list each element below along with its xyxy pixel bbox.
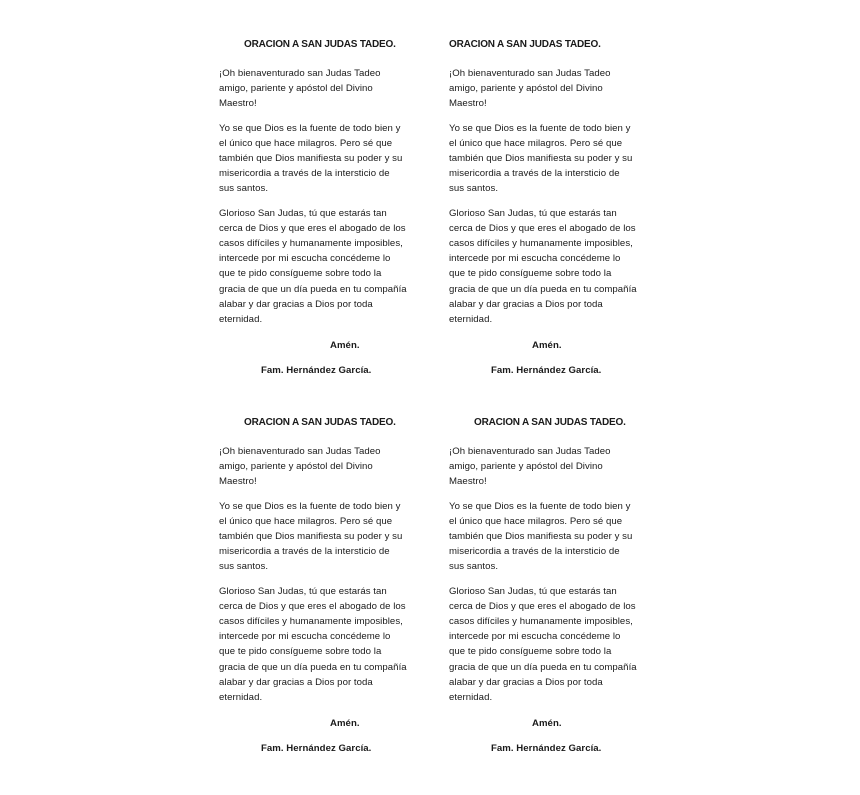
prayer-card [449, 415, 671, 756]
prayer-title: ORACION A SAN JUDAS TADEO. [449, 39, 601, 50]
prayer-line: también que Dios manifiesta su poder y su [219, 153, 403, 165]
prayer-line: gracia de que un día pueda en tu compañía [219, 283, 407, 295]
prayer-line: amigo, pariente y apóstol del Divino [219, 83, 373, 95]
prayer-line: cerca de Dios y que eres el abogado de los [449, 222, 636, 234]
prayer-paragraph [449, 499, 671, 575]
prayer-paragraph [449, 584, 671, 706]
prayer-line: alabar y dar gracias a Dios por toda [219, 298, 373, 310]
prayer-line: que te pido consígueme sobre todo la [219, 268, 382, 280]
prayer-line: misericordia a través de la intersticio de [449, 168, 620, 180]
prayer-line: Glorioso San Judas, tú que estarás tan [219, 585, 387, 597]
prayer-line: Glorioso San Judas, tú que estarás tan [449, 207, 617, 219]
family-signature: Fam. Hernández García. [261, 743, 372, 755]
prayer-line: amigo, pariente y apóstol del Divino [219, 461, 373, 473]
prayer-line: cerca de Dios y que eres el abogado de los [449, 600, 636, 612]
prayer-line: sus santos. [219, 183, 269, 195]
prayer-card [219, 37, 441, 378]
prayer-paragraph [449, 444, 671, 490]
prayer-line: el único que hace milagros. Pero sé que [219, 515, 393, 527]
family-signature: Fam. Hernández García. [491, 743, 602, 755]
prayer-line: Maestro! [219, 98, 257, 110]
amen-text: Amén. [330, 718, 360, 730]
prayer-line: eternidad. [449, 314, 493, 326]
prayer-line: Maestro! [449, 476, 487, 488]
prayer-line: el único que hace milagros. Pero sé que [449, 515, 623, 527]
prayer-line: casos difíciles y humanamente imposibles, [449, 616, 633, 628]
prayer-line: gracia de que un día pueda en tu compañía [219, 661, 407, 673]
family-signature: Fam. Hernández García. [491, 365, 602, 377]
family-signature: Fam. Hernández García. [261, 365, 372, 377]
prayer-title: ORACION A SAN JUDAS TADEO. [474, 417, 626, 428]
prayer-line: eternidad. [449, 692, 493, 704]
prayer-line: gracia de que un día pueda en tu compañía [449, 283, 637, 295]
prayer-line: intercede por mi escucha concédeme lo [449, 631, 621, 643]
prayer-paragraph [449, 66, 671, 112]
prayer-line: que te pido consígueme sobre todo la [449, 646, 612, 658]
prayer-paragraph [219, 121, 441, 197]
prayer-line: gracia de que un día pueda en tu compañía [449, 661, 637, 673]
prayer-line: intercede por mi escucha concédeme lo [219, 631, 391, 643]
prayer-paragraph [219, 444, 441, 490]
prayer-paragraph [219, 206, 441, 328]
prayer-line: alabar y dar gracias a Dios por toda [219, 676, 373, 688]
prayer-line: misericordia a través de la intersticio de [449, 546, 620, 558]
prayer-line: Maestro! [449, 98, 487, 110]
prayer-line: también que Dios manifiesta su poder y su [449, 531, 633, 543]
prayer-line: misericordia a través de la intersticio de [219, 546, 390, 558]
prayer-line: Glorioso San Judas, tú que estarás tan [219, 207, 387, 219]
prayer-line: sus santos. [449, 561, 499, 573]
prayer-line: ¡Oh bienaventurado san Judas Tadeo [219, 68, 381, 79]
prayer-line: también que Dios manifiesta su poder y su [219, 531, 403, 543]
prayer-paragraph [449, 206, 671, 328]
prayer-line: Yo se que Dios es la fuente de todo bien y [449, 122, 631, 134]
prayer-line: casos difíciles y humanamente imposibles, [449, 238, 633, 250]
prayer-line: ¡Oh bienaventurado san Judas Tadeo [449, 68, 611, 79]
prayer-line: Maestro! [219, 476, 257, 488]
prayer-line: ¡Oh bienaventurado san Judas Tadeo [219, 446, 381, 457]
amen-text: Amén. [532, 718, 562, 730]
prayer-title: ORACION A SAN JUDAS TADEO. [244, 417, 396, 428]
prayer-line: alabar y dar gracias a Dios por toda [449, 298, 603, 310]
prayer-line: casos difíciles y humanamente imposibles, [219, 616, 403, 628]
prayer-line: sus santos. [449, 183, 499, 195]
prayer-line: alabar y dar gracias a Dios por toda [449, 676, 603, 688]
prayer-line: sus santos. [219, 561, 269, 573]
amen-text: Amén. [532, 340, 562, 352]
prayer-paragraph [219, 66, 441, 112]
prayer-paragraph [219, 499, 441, 575]
prayer-card [449, 37, 671, 378]
prayer-line: que te pido consígueme sobre todo la [219, 646, 382, 658]
prayer-line: también que Dios manifiesta su poder y su [449, 153, 633, 165]
prayer-line: amigo, pariente y apóstol del Divino [449, 83, 603, 95]
prayer-line: amigo, pariente y apóstol del Divino [449, 461, 603, 473]
prayer-line: eternidad. [219, 314, 263, 326]
prayer-line: ¡Oh bienaventurado san Judas Tadeo [449, 446, 611, 457]
prayer-line: Yo se que Dios es la fuente de todo bien y [219, 500, 401, 512]
prayer-card [219, 415, 441, 756]
prayer-paragraph [449, 121, 671, 197]
prayer-title: ORACION A SAN JUDAS TADEO. [244, 39, 396, 50]
amen-text: Amén. [330, 340, 360, 352]
prayer-line: Yo se que Dios es la fuente de todo bien y [219, 122, 401, 134]
prayer-line: Yo se que Dios es la fuente de todo bien y [449, 500, 631, 512]
prayer-line: el único que hace milagros. Pero sé que [219, 137, 393, 149]
prayer-line: eternidad. [219, 692, 263, 704]
prayer-paragraph [219, 584, 441, 706]
prayer-line: cerca de Dios y que eres el abogado de los [219, 222, 406, 234]
prayer-line: cerca de Dios y que eres el abogado de los [219, 600, 406, 612]
prayer-line: intercede por mi escucha concédeme lo [449, 253, 621, 265]
prayer-line: intercede por mi escucha concédeme lo [219, 253, 391, 265]
prayer-line: que te pido consígueme sobre todo la [449, 268, 612, 280]
prayer-line: casos difíciles y humanamente imposibles, [219, 238, 403, 250]
prayer-line: misericordia a través de la intersticio de [219, 168, 390, 180]
prayer-line: el único que hace milagros. Pero sé que [449, 137, 623, 149]
prayer-line: Glorioso San Judas, tú que estarás tan [449, 585, 617, 597]
